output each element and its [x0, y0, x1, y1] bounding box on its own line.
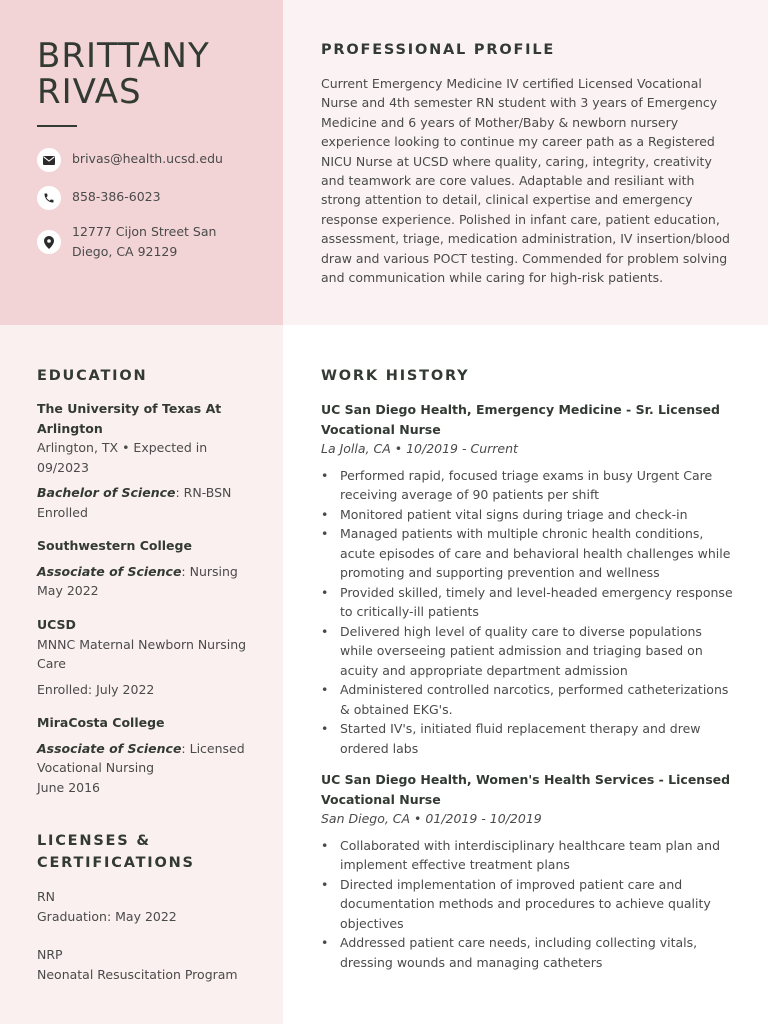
- school-name-cont: Arlington: [37, 420, 103, 436]
- email-address[interactable]: brivas@health.ucsd.edu: [72, 151, 223, 166]
- job-duty-item: [321, 466, 736, 505]
- school-name: The University of Texas At: [37, 401, 222, 416]
- job-duty-line: • Performed rapid, focused triage exams in busy Urgent Care: [340, 467, 713, 483]
- job-duty-line: acuity and appropriate department admission: [340, 662, 628, 678]
- profile-line: response experience. Polished in infant care, patient education,: [321, 211, 720, 227]
- location-pin-icon: [37, 230, 61, 254]
- job-duty-line: dressing wounds and managing catheters: [340, 954, 603, 970]
- job-title-cont: Vocational Nurse: [321, 421, 441, 437]
- degree-date: May 2022: [37, 583, 99, 598]
- street-address: [72, 222, 216, 262]
- job-duty-line: receiving average of 90 patients per shift: [340, 487, 600, 502]
- phone-number[interactable]: 858-386-6023: [72, 189, 161, 204]
- school-name: UCSD: [37, 617, 76, 632]
- address-line-1: 12777 Cijon Street San: [72, 224, 217, 239]
- profile-line: and teamwork are core values. Adaptable and resiliant with: [321, 173, 695, 189]
- job-title-cont: Vocational Nurse: [321, 791, 441, 807]
- job-duty-line: objectives: [340, 915, 404, 931]
- job-duty-line: while overseeing patient admission and triaging based on: [340, 643, 703, 658]
- profile-line: strong attention to detail, clinical expertise and emergency: [321, 192, 693, 208]
- job-entry-emergency: [321, 400, 736, 758]
- profile-line: and communication while caring for high-risk patients.: [321, 270, 664, 286]
- contact-phone: [37, 186, 161, 210]
- job-title: UC San Diego Health, Women's Health Services - Licensed: [321, 772, 731, 787]
- last-name: RIVAS: [37, 72, 142, 112]
- profile-line: draw and various POCT testing. Commended for problem solving: [321, 250, 728, 266]
- profile-line: Nurse and 4th semester RN student with 3 years of Emergency: [321, 95, 718, 111]
- program-name-cont: Care: [37, 656, 66, 671]
- envelope-icon: [37, 148, 61, 172]
- job-location-dates: La Jolla, CA • 10/2019 - Current: [321, 441, 518, 456]
- license-rn: [37, 887, 257, 926]
- degree-date: June 2016: [37, 779, 101, 795]
- degree-status: Enrolled: [37, 504, 88, 520]
- first-name: BRITTANY: [37, 36, 210, 76]
- job-duty-line: to critically-ill patients: [340, 604, 479, 619]
- profile-summary: [321, 74, 736, 287]
- school-name: MiraCosta College: [37, 715, 165, 730]
- license-detail: Graduation: May 2022: [37, 908, 177, 924]
- job-duty-line: • Delivered high level of quality care to diverse populations: [340, 623, 702, 639]
- licenses-heading-line-2: CERTIFICATIONS: [37, 855, 195, 871]
- school-location: Arlington, TX • Expected in: [37, 440, 208, 455]
- licenses-heading: [37, 830, 195, 874]
- job-duty-line: & obtained EKG's.: [340, 701, 453, 717]
- job-duty-line: • Addressed patient care needs, including collecting vitals,: [340, 935, 698, 950]
- job-duty-item: [321, 583, 736, 622]
- degree-type: Bachelor of Science: [37, 485, 176, 500]
- degree-line: [37, 483, 257, 503]
- job-duty-item: [321, 933, 736, 972]
- job-duty-line: ordered labs: [340, 740, 419, 756]
- degree-field: : Licensed: [181, 740, 245, 756]
- licenses-heading-line-1: LICENSES &: [37, 833, 151, 849]
- enrollment-date: Enrolled: July 2022: [37, 681, 155, 697]
- school-date: 09/2023: [37, 459, 89, 475]
- education-heading: EDUCATION: [37, 368, 148, 384]
- job-duty-item: [321, 680, 736, 719]
- education-entry-uta: [37, 399, 257, 522]
- job-duty-line: documentation methods and procedures to achieve quality: [340, 896, 711, 911]
- phone-icon: [37, 186, 61, 210]
- profile-heading: PROFESSIONAL PROFILE: [321, 42, 556, 58]
- job-duty-line: • Provided skilled, timely and level-headed emergency response: [340, 584, 733, 600]
- profile-line: Current Emergency Medicine IV certified Licensed Vocational: [321, 76, 702, 91]
- education-entry-swc: [37, 536, 257, 601]
- degree-type: Associate of Science: [37, 563, 182, 579]
- job-duty-line: • Monitored patient vital signs during triage and check-in: [340, 506, 688, 522]
- job-entry-womens-health: [321, 770, 736, 972]
- education-entry-ucsd: [37, 615, 257, 699]
- job-duty-item: [321, 719, 736, 758]
- job-duty-item: [321, 875, 736, 934]
- candidate-name: [37, 38, 210, 110]
- job-duty-item: [321, 505, 736, 525]
- job-duty-line: • Administered controlled narcotics, performed catheterizations: [340, 682, 729, 697]
- degree-type: Associate of Science: [37, 740, 182, 756]
- job-duty-line: implement effective treatment plans: [340, 857, 570, 872]
- program-name: MNNC Maternal Newborn Nursing: [37, 636, 247, 652]
- job-duty-item: [321, 524, 736, 583]
- profile-line: experience looking to continue my career path as a Registered: [321, 134, 715, 150]
- degree-field: : RN-BSN: [175, 485, 232, 500]
- job-title: UC San Diego Health, Emergency Medicine - Sr. Licensed: [321, 402, 720, 417]
- job-duties-list: [321, 466, 736, 759]
- job-duty-item: [321, 836, 736, 875]
- job-duties-list: [321, 836, 736, 973]
- school-name: Southwestern College: [37, 538, 192, 553]
- license-name: RN: [37, 889, 56, 904]
- contact-address: [37, 222, 216, 262]
- degree-line: [37, 562, 257, 582]
- job-duty-line: promoting and supporting prevention and wellness: [340, 565, 660, 580]
- degree-field: : Nursing: [181, 563, 238, 579]
- license-name: NRP: [37, 947, 63, 962]
- job-duty-line: acute episodes of care and behavioral health challenges while: [340, 545, 731, 561]
- profile-line: assessment, triage, medication administration, IV insertion/blood: [321, 231, 730, 247]
- degree-field-cont: Vocational Nursing: [37, 760, 155, 775]
- job-location-dates: San Diego, CA • 01/2019 - 10/2019: [321, 811, 542, 826]
- license-nrp: [37, 945, 257, 984]
- job-duty-line: • Collaborated with interdisciplinary healthcare team plan and: [340, 837, 721, 853]
- job-duty-item: [321, 622, 736, 681]
- education-entry-miracosta: [37, 713, 257, 797]
- profile-line: Medicine and 6 years of Mother/Baby & newborn nursery: [321, 114, 679, 130]
- job-duty-line: • Directed implementation of improved patient care and: [340, 876, 683, 892]
- contact-email: [37, 148, 223, 172]
- degree-line: [37, 739, 257, 759]
- name-divider: [37, 125, 77, 127]
- address-line-2: Diego, CA 92129: [72, 244, 178, 259]
- profile-line: NICU Nurse at UCSD where quality, caring, integrity, creativity: [321, 153, 712, 169]
- work-history-heading: WORK HISTORY: [321, 368, 470, 384]
- job-duty-line: • Started IV's, initiated fluid replacement therapy and drew: [340, 721, 701, 736]
- job-duty-line: • Managed patients with multiple chronic health conditions,: [340, 526, 704, 541]
- license-detail: Neonatal Resuscitation Program: [37, 966, 238, 982]
